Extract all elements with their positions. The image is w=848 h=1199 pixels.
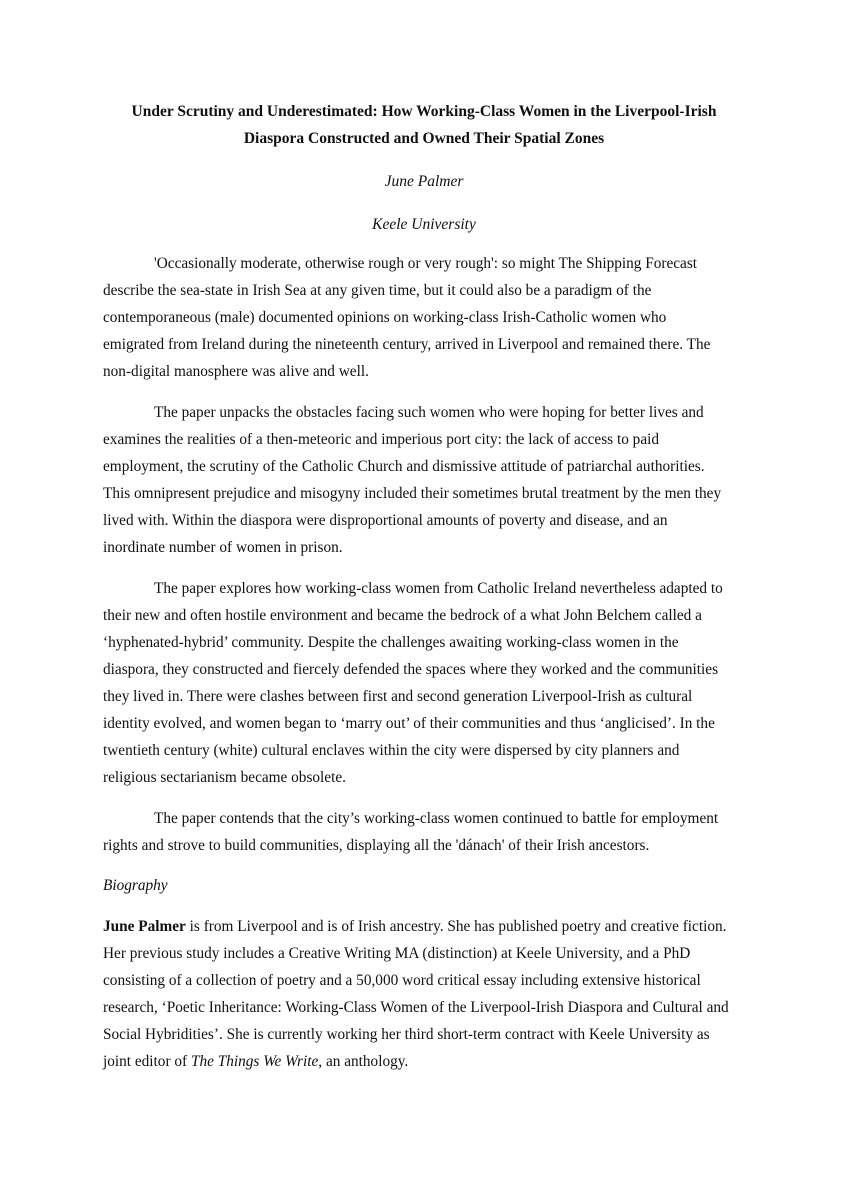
text-line: rights and strove to build communities, displaying all the 'dánach' of their Irish ancestors. — [103, 837, 650, 854]
text-line: ‘hyphenated-hybrid’ community. Despite the challenges awaiting working-class women in the — [103, 634, 679, 651]
text-line: The paper unpacks the obstacles facing such women who were hoping for better lives and — [154, 404, 704, 421]
abstract-paragraph-1 — [103, 250, 745, 385]
biography-heading: Biography — [103, 877, 168, 894]
text-line: religious sectarianism became obsolete. — [103, 769, 346, 786]
text-line: The paper explores how working-class women from Catholic Ireland nevertheless adapted to — [154, 580, 723, 597]
text-line: contemporaneous (male) documented opinions on working-class Irish-Catholic women who — [103, 309, 667, 326]
biography-line-6-prefix: joint editor of — [103, 1053, 191, 1070]
text-line: employment, the scrutiny of the Catholic Church and dismissive attitude of patriarchal authorities. — [103, 458, 705, 475]
biography-name: June Palmer — [103, 918, 186, 935]
abstract-paragraph-2 — [103, 399, 745, 561]
text-line: identity evolved, and women began to ‘marry out’ of their communities and thus ‘anglicised’. In the — [103, 715, 715, 732]
biography-line-6-suffix: , an anthology. — [318, 1053, 409, 1070]
text-line: research, ‘Poetic Inheritance: Working-Class Women of the Liverpool-Irish Diaspora and Cultural and — [103, 999, 729, 1016]
text-line: 'Occasionally moderate, otherwise rough or very rough': so might The Shipping Forecast — [154, 255, 698, 272]
text-line — [103, 1048, 745, 1075]
text-line: non-digital manosphere was alive and well. — [103, 363, 369, 380]
biography-line-1-rest: is from Liverpool and is of Irish ancestry. She has published poetry and creative fiction. — [185, 918, 727, 935]
text-line: consisting of a collection of poetry and a 50,000 word critical essay including extensive historical — [103, 972, 701, 989]
text-line: examines the realities of a then-meteoric and imperious port city: the lack of access to paid — [103, 431, 660, 448]
text-line: twentieth century (white) cultural enclaves within the city were dispersed by city planners and — [103, 742, 680, 759]
title-line-1: Under Scrutiny and Underestimated: How Working-Class Women in the Liverpool-Irish — [131, 103, 717, 120]
text-line: inordinate number of women in prison. — [103, 539, 343, 556]
text-line: This omnipresent prejudice and misogyny included their sometimes brutal treatment by the men they — [103, 485, 722, 502]
author-name: June Palmer — [384, 173, 464, 190]
title-line-2: Diaspora Constructed and Owned Their Spatial Zones — [243, 130, 605, 147]
text-line: diaspora, they constructed and fiercely defended the spaces where they worked and the communities — [103, 661, 719, 678]
text-line: describe the sea-state in Irish Sea at any given time, but it could also be a paradigm of the — [103, 282, 652, 299]
document-body — [103, 98, 745, 1075]
anthology-title: The Things We Write — [190, 1053, 319, 1070]
text-line: they lived in. There were clashes between first and second generation Liverpool-Irish as cultural — [103, 688, 693, 705]
abstract-paragraph-3 — [103, 575, 745, 791]
abstract-paragraph-4 — [103, 805, 745, 859]
text-line: lived with. Within the diaspora were disproportional amounts of poverty and disease, and an — [103, 512, 668, 529]
biography-paragraph — [103, 913, 745, 1075]
text-line: emigrated from Ireland during the nineteenth century, arrived in Liverpool and remained there. The — [103, 336, 711, 353]
author-affiliation: Keele University — [372, 216, 476, 233]
text-line: The paper contends that the city’s working-class women continued to battle for employment — [154, 810, 719, 827]
text-line: Social Hybridities’. She is currently working her third short-term contract with Keele University as — [103, 1026, 710, 1043]
text-line — [103, 913, 745, 940]
text-line: Her previous study includes a Creative Writing MA (distinction) at Keele University, and a PhD — [103, 945, 691, 962]
text-line: their new and often hostile environment and became the bedrock of a what John Belchem called a — [103, 607, 702, 624]
paper-title — [103, 98, 745, 152]
